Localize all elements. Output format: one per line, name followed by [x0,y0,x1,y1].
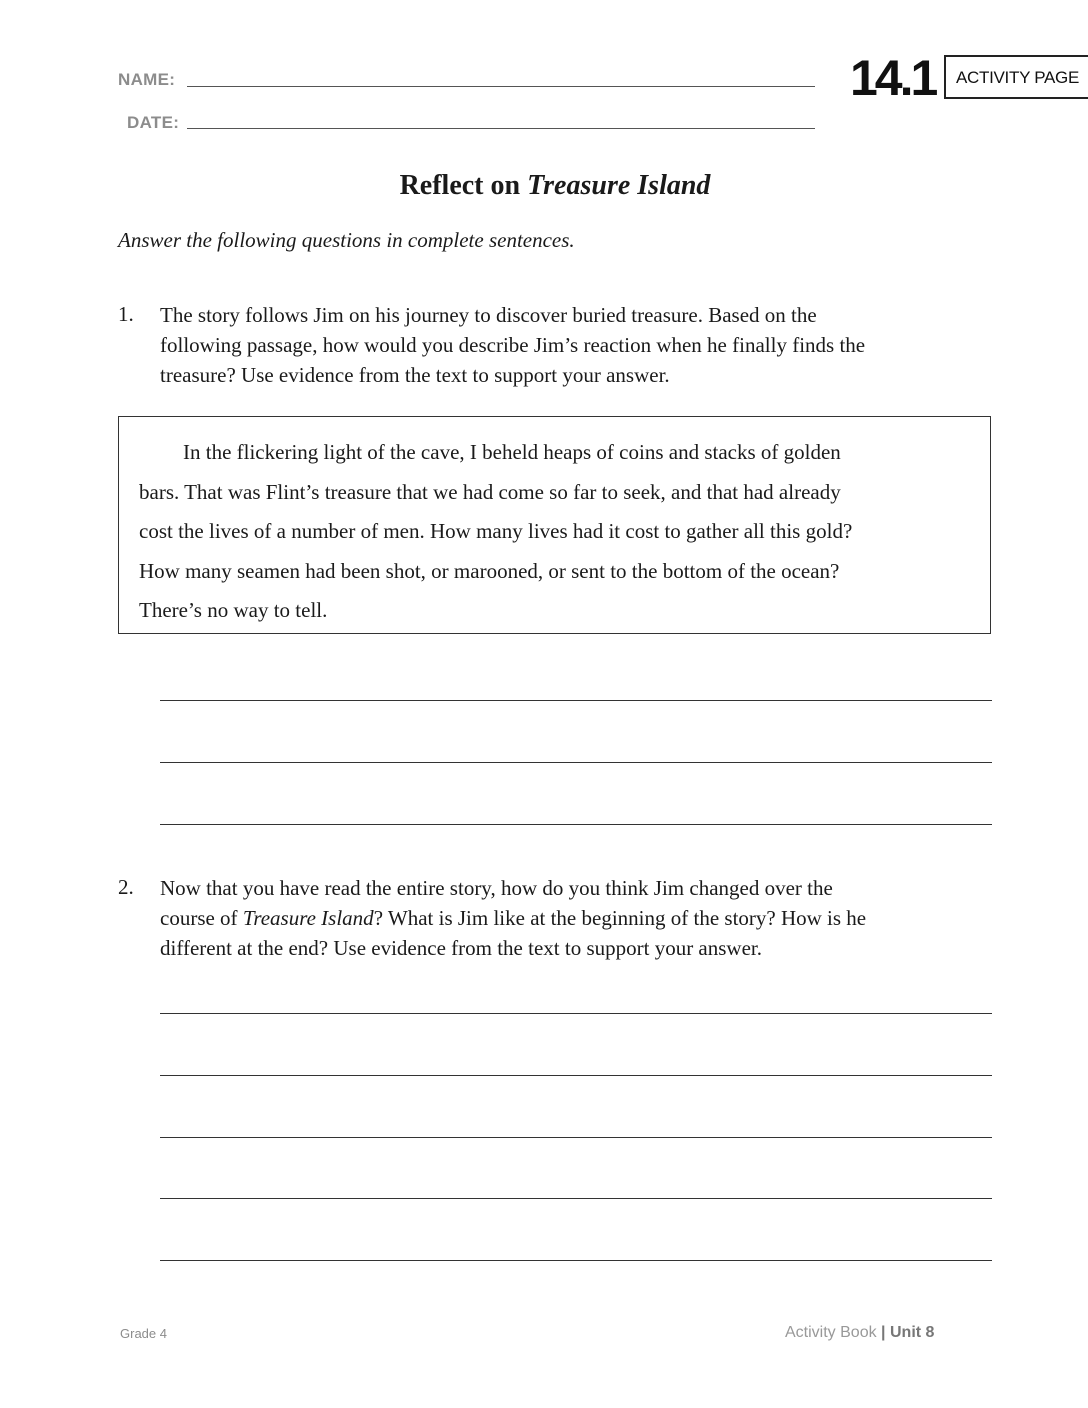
question-2-line: Now that you have read the entire story, how do you think Jim changed over the [160,876,833,900]
footer-book-name: Activity Book [785,1324,877,1341]
title-prefix: Reflect on [399,170,528,201]
question-2-number: 2. [118,875,134,899]
instructions: Answer the following questions in complete sentences. [118,228,575,252]
answer-line[interactable] [160,1137,992,1138]
date-field[interactable] [187,128,815,129]
answer-line[interactable] [160,1260,992,1261]
question-2-line: different at the end? Use evidence from the text to support your answer. [160,936,762,960]
activity-page-label: ACTIVITY PAGE [956,68,1080,87]
question-2-book-title: Treasure Island [242,906,374,930]
question-2-text [160,873,990,963]
question-1-text [160,300,990,390]
date-label: DATE: [127,113,180,132]
question-1-line: The story follows Jim on his journey to discover buried treasure. Based on the [160,303,817,327]
footer-grade: Grade 4 [120,1326,167,1341]
question-2-text-part: course of [160,906,243,930]
passage-line: In the flickering light of the cave, I beheld heaps of coins and stacks of golden [183,440,841,464]
question-1-number: 1. [118,302,134,326]
question-1-line: treasure? Use evidence from the text to support your answer. [160,363,670,387]
page-title [0,170,1088,202]
page-number: 14.1 [850,50,936,106]
footer-separator: | [881,1324,886,1341]
answer-line[interactable] [160,1013,992,1014]
question-2-line [160,903,990,933]
footer-book [785,1324,934,1342]
question-2-text-part: ? What is Jim like at the beginning of the story? How is he [373,906,867,930]
name-label: NAME: [118,70,176,89]
activity-page-tab [944,55,1088,99]
question-1-line: following passage, how would you describe Jim’s reaction when he finally finds the [160,333,866,357]
passage-line: There’s no way to tell. [139,598,328,622]
title-book: Treasure Island [527,170,711,201]
answer-line[interactable] [160,1198,992,1199]
name-field[interactable] [187,86,815,87]
answer-line[interactable] [160,1075,992,1076]
passage-box [118,416,991,634]
answer-line[interactable] [160,824,992,825]
passage-line: How many seamen had been shot, or marooned, or sent to the bottom of the ocean? [139,558,840,583]
answer-line[interactable] [160,700,992,701]
footer-unit: Unit 8 [889,1324,935,1341]
passage-line: bars. That was Flint’s treasure that we had come so far to seek, and that had already [139,479,841,504]
passage-line: cost the lives of a number of men. How many lives had it cost to gather all this gold? [139,519,853,543]
answer-line[interactable] [160,762,992,763]
